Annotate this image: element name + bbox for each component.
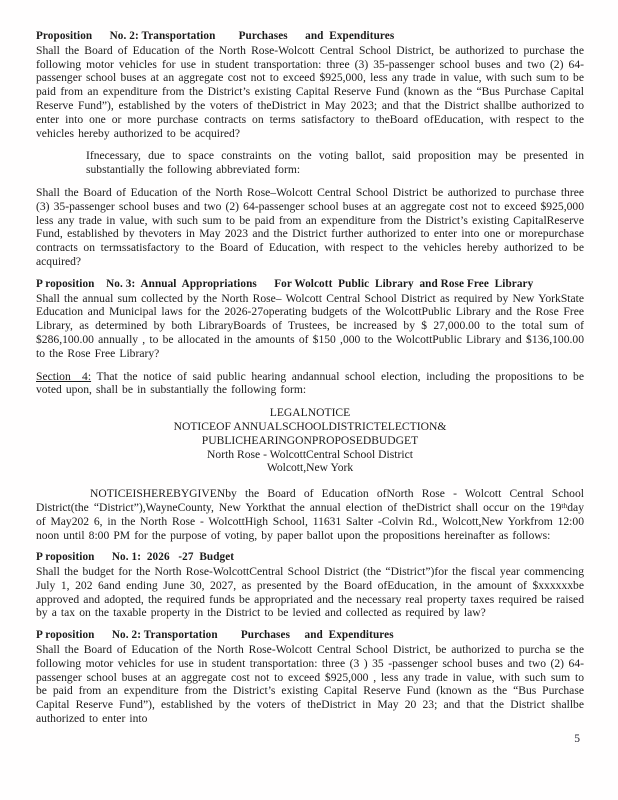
abbreviated-form-note-text: Ifnecessary, due to space constraints on the voting ballot, said proposition may be presented in substantially the following abbreviated form: bbox=[86, 149, 584, 177]
section-4-body: That the notice of said public hearing andannual school election, including the propositions to be voted upon, shall be in substantially the following form: bbox=[36, 369, 584, 397]
legal-notice-line-4: North Rose - WolcottCentral School District bbox=[207, 447, 413, 461]
ordinal-superscript: th bbox=[561, 500, 568, 510]
proposition-1-body: Shall the budget for the North Rose-WolcottCentral School District (the “District”)for the fiscal year commencing July 1, 202 6and ending June 30, 2027, as presented by the Board ofEducation, in the amount of $xxxxxxbe approved and adopted, the required funds be appropriated and the necessary real property taxes required be raised by a tax on the taxable property in the District to be levied and collected as required by law? bbox=[36, 565, 584, 620]
page-number: 5 bbox=[574, 733, 580, 745]
proposition-2-heading: Proposition No. 2: Transportation Purchases and Expenditures bbox=[36, 30, 395, 42]
proposition-2-top bbox=[36, 30, 584, 140]
proposition-3-heading: P roposition No. 3: Annual Appropriations For Wolcott Public Library and Rose Free Library bbox=[36, 277, 534, 290]
abbreviated-form-text: Shall the Board of Education of the North Rose–Wolcott Central School District be authorized to purchase three (3) 35-passenger school buses and two (2) 64-passenger school buses at an aggregate cost not to exceed $925,000 less any trade in value, with such sum to be paid from an expenditure from the District’s existing CapitalReserve Fund, established by thevoters in May 2023 and the District further authorized to enter into one or morepurchase contracts on termssatisfactory to the Board of Education, with respect to the vehicles hereby authorized to be acquired? bbox=[36, 185, 584, 268]
proposition-1 bbox=[36, 551, 584, 620]
proposition-3 bbox=[36, 278, 584, 361]
notice-hereby-given bbox=[36, 487, 584, 542]
notice-hereby-given-text bbox=[36, 487, 584, 542]
proposition-2-bottom-heading: P roposition No. 2: Transportation Purchases and Expenditures bbox=[36, 629, 394, 642]
section-4-text bbox=[36, 370, 584, 398]
proposition-2-bottom-body: Shall the Board of Education of the North Rose-Wolcott Central School District, be authorized to purcha se the following motor vehicles for use in student transportation: three (3 ) 35 -passenger school buses and two (2) 64-passenger school buses at an aggregate cost not to exceed $925,000 , less any trade in value, with such sum to be paid from an expenditure from the District’s existing Capital Reserve Fund (known as the “Bus Purchase Capital Reserve Fund”), established by the voters of theDistrict in May 20 23; and that the District shallbe authorized to enter into bbox=[36, 643, 584, 726]
legal-notice-line-5: Wolcott,New York bbox=[266, 461, 354, 475]
section-4 bbox=[36, 370, 584, 398]
proposition-1-heading: P roposition No. 1: 2026 -27 Budget bbox=[36, 551, 235, 564]
section-4-label: Section 4: bbox=[36, 369, 92, 383]
abbreviated-form-note bbox=[86, 149, 584, 177]
proposition-3-body: Shall the annual sum collected by the North Rose– Wolcott Central School District as required by New YorkState Education and Municipal laws for the 2026-27operating budgets of the WolcottPublic Library and the Rose Free Library, as determined by both LibraryBoards of Trustees, be increased by $ 27,000.00 to the total sum of $286,100.00 annually , to be allocated in the amounts of $150 ,000 to the WolcottPublic Library and $136,100.00 to the Rose Free Library? bbox=[36, 291, 584, 360]
legal-notice-line-1: LEGALNOTICE bbox=[269, 406, 351, 420]
document-content bbox=[36, 30, 584, 735]
legal-notice-block bbox=[36, 406, 584, 475]
abbreviated-form bbox=[36, 186, 584, 269]
legal-notice-line-2: NOTICEOF ANNUALSCHOOLDISTRICTELECTION& bbox=[173, 419, 447, 433]
legal-notice-line-3: PUBLICHEARINGONPROPOSEDBUDGET bbox=[201, 433, 419, 447]
notice-text-before-superscript: NOTICEISHEREBYGIVENby the Board of Education ofNorth Rose - Wolcott Central School District(the “District”),WayneCounty, New Yorkthat the annual election of theDistrict shall occur on the 19 bbox=[36, 487, 584, 514]
notice-text-after-superscript: day of May202 6, in the North Rose - WolcottHigh School, 11631 Salter -Colvin Rd., Wolcott,New Yorkfrom 12:00 noon until 8:00 PM for the purpose of voting, by paper ballot upon the propositions hereinafter as follows: bbox=[36, 500, 584, 542]
proposition-2-body: Shall the Board of Education of the North Rose-Wolcott Central School District, be authorized to purchase the following motor vehicles for use in student transportation: three (3) 35-passenger school buses and two (2) 64-passenger school buses at an aggregate cost not to exceed $925,000, less any trade in value, with such sum to be paid from an expenditure from the District’s existing Capital Reserve Fund (known as the “Bus Purchase Capital Reserve Fund”), established by the voters of theDistrict in May 2023; and that the District shallbe authorized to enter into one or more purchase contracts on terms satisfactory to theBoard ofEducation, with respect to the vehicles hereby authorized to be acquired? bbox=[36, 43, 584, 140]
proposition-2-bottom bbox=[36, 629, 584, 726]
